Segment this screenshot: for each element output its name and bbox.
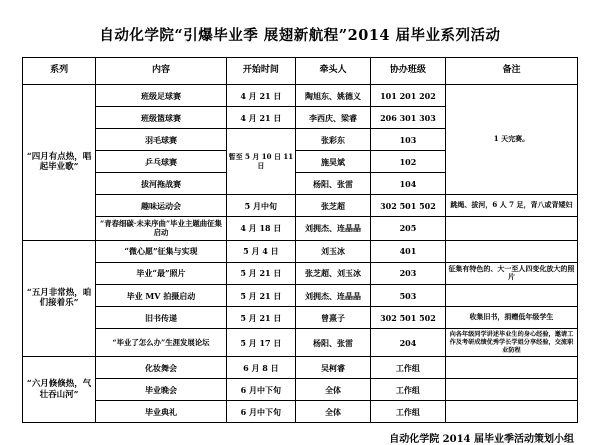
activity-content: 乒乓球赛 bbox=[96, 151, 226, 173]
activity-remark bbox=[445, 401, 577, 423]
activity-time: 4 月 18 日 bbox=[226, 217, 295, 241]
activity-time: 5 月 21 日 bbox=[226, 262, 295, 285]
activity-leader: 陶旭东、姚德义 bbox=[296, 85, 371, 107]
activity-time: 5 月中旬 bbox=[226, 195, 295, 217]
activity-content: 毕业晚会 bbox=[96, 379, 226, 401]
activity-content: 班级足球赛 bbox=[96, 85, 226, 107]
activity-content: 毕业“最”照片 bbox=[96, 262, 226, 285]
activity-classes: 101 201 202 bbox=[370, 85, 445, 107]
activity-content: 班级篮球赛 bbox=[96, 107, 226, 129]
activity-remark: 收集旧书，捐赠低年级学生 bbox=[445, 307, 577, 329]
activity-content: 旧书传递 bbox=[96, 307, 226, 329]
series-group-june: “六月倏倏热，气壮吞山河” bbox=[23, 357, 96, 423]
activity-content: 化妆舞会 bbox=[96, 357, 226, 379]
activity-classes: 工作组 bbox=[370, 357, 445, 379]
table-row bbox=[23, 401, 578, 423]
activity-classes: 503 bbox=[370, 285, 445, 307]
activity-leader: 刘拥杰、连晶晶 bbox=[296, 217, 371, 241]
column-header-leader: 牵头人 bbox=[296, 58, 371, 85]
table-row bbox=[23, 262, 578, 285]
activity-leader: 张彩东 bbox=[296, 129, 371, 151]
table-row bbox=[23, 379, 578, 401]
activity-leader: 全体 bbox=[296, 379, 371, 401]
activity-classes: 401 bbox=[370, 240, 445, 262]
activity-time: 5 月 4 日 bbox=[226, 240, 295, 262]
activity-time: 5 月 17 日 bbox=[226, 329, 295, 357]
activity-leader: 杨阳、张雷 bbox=[296, 173, 371, 195]
column-header-content: 内容 bbox=[96, 58, 226, 85]
page-title: 自动化学院“引爆毕业季 展翅新航程”2014 届毕业系列活动 bbox=[99, 27, 501, 44]
table-body bbox=[23, 85, 578, 423]
table-row bbox=[23, 307, 578, 329]
series-group-april: “四月有点热，唱起毕业歌” bbox=[23, 85, 96, 241]
activity-remark: 向各年级同学讲述毕业生的身心经验，邀请工作及考研成绩优秀学长学姐分享经验，交流职业防程 bbox=[445, 329, 577, 357]
activity-classes: 204 bbox=[370, 329, 445, 357]
activity-leader: 吴柯睿 bbox=[296, 357, 371, 379]
activity-leader: 张芝超、刘玉冰 bbox=[296, 262, 371, 285]
activity-classes: 203 bbox=[370, 262, 445, 285]
table-row bbox=[23, 285, 578, 307]
activity-leader: 刘拥杰、连晶晶 bbox=[296, 285, 371, 307]
activity-classes: 102 bbox=[370, 151, 445, 173]
column-header-remarks: 备注 bbox=[445, 58, 577, 85]
column-header-classes: 协办班级 bbox=[370, 58, 445, 85]
activity-time: 5 月 21 日 bbox=[226, 285, 295, 307]
activity-classes: 302 501 502 bbox=[370, 307, 445, 329]
table-row bbox=[23, 357, 578, 379]
table-row bbox=[23, 217, 578, 241]
activity-classes: 工作组 bbox=[370, 401, 445, 423]
activity-content: “青春细碳·未来序曲”毕业主题曲征集启动 bbox=[96, 217, 226, 241]
activity-content: “毕业了怎么办”生涯发展论坛 bbox=[96, 329, 226, 357]
activity-remark: 1 天完赛。 bbox=[445, 85, 577, 195]
table-header bbox=[23, 58, 578, 85]
activity-remark bbox=[445, 357, 577, 379]
activity-leader: 全体 bbox=[296, 401, 371, 423]
activity-content: 趣味运动会 bbox=[96, 195, 226, 217]
activity-remark bbox=[445, 240, 577, 262]
activity-time: 6 月中下旬 bbox=[226, 379, 295, 401]
activity-leader: 施昊斌 bbox=[296, 151, 371, 173]
activity-classes: 302 501 502 bbox=[370, 195, 445, 217]
activity-classes: 206 301 303 bbox=[370, 107, 445, 129]
table-header-row bbox=[23, 58, 578, 85]
column-header-series: 系列 bbox=[23, 58, 96, 85]
activity-time: 6 月中下旬 bbox=[226, 401, 295, 423]
activity-leader: 张芝超 bbox=[296, 195, 371, 217]
activity-content: 羽毛球赛 bbox=[96, 129, 226, 151]
activity-time: 4 月 21 日 bbox=[226, 107, 295, 129]
table-row bbox=[23, 240, 578, 262]
activity-classes: 103 bbox=[370, 129, 445, 151]
activity-content: “微心愿”征集与实现 bbox=[96, 240, 226, 262]
activity-content: 毕业典礼 bbox=[96, 401, 226, 423]
activity-remark bbox=[445, 285, 577, 307]
table-row bbox=[23, 195, 578, 217]
activity-leader: 李西庆、梁睿 bbox=[296, 107, 371, 129]
activity-time: 4 月 21 日 bbox=[226, 85, 295, 107]
table-row bbox=[23, 329, 578, 357]
activity-schedule-table bbox=[22, 57, 578, 423]
activity-remark bbox=[445, 379, 577, 401]
table-row bbox=[23, 85, 578, 107]
activity-classes: 104 bbox=[370, 173, 445, 195]
activity-time: 6 月 8 日 bbox=[226, 357, 295, 379]
activity-leader: 刘玉冰 bbox=[296, 240, 371, 262]
activity-time: 5 月 21 日 bbox=[226, 307, 295, 329]
activity-leader: 曾熹子 bbox=[296, 307, 371, 329]
activity-content: 毕业 MV 拍摄启动 bbox=[96, 285, 226, 307]
column-header-start-time: 开始时间 bbox=[226, 58, 295, 85]
activity-classes: 205 bbox=[370, 217, 445, 241]
activity-remark bbox=[445, 217, 577, 241]
document-footer: 自动化学院 2014 届毕业季活动策划小组 bbox=[389, 434, 574, 445]
activity-content: 拔河拖战赛 bbox=[96, 173, 226, 195]
activity-leader: 杨阳、张雷 bbox=[296, 329, 371, 357]
activity-remark: 征集有特色的、大一至人四变化放大的照片 bbox=[445, 262, 577, 285]
series-group-may: “五月非常热，咱们接着乐” bbox=[23, 240, 96, 357]
activity-time: 暂至 5 月 10 日 11 日 bbox=[226, 129, 295, 195]
activity-classes: 工作组 bbox=[370, 379, 445, 401]
activity-remark: 跳绳、拔河，6 人 7 足，背八或背矮妇 bbox=[445, 195, 577, 217]
